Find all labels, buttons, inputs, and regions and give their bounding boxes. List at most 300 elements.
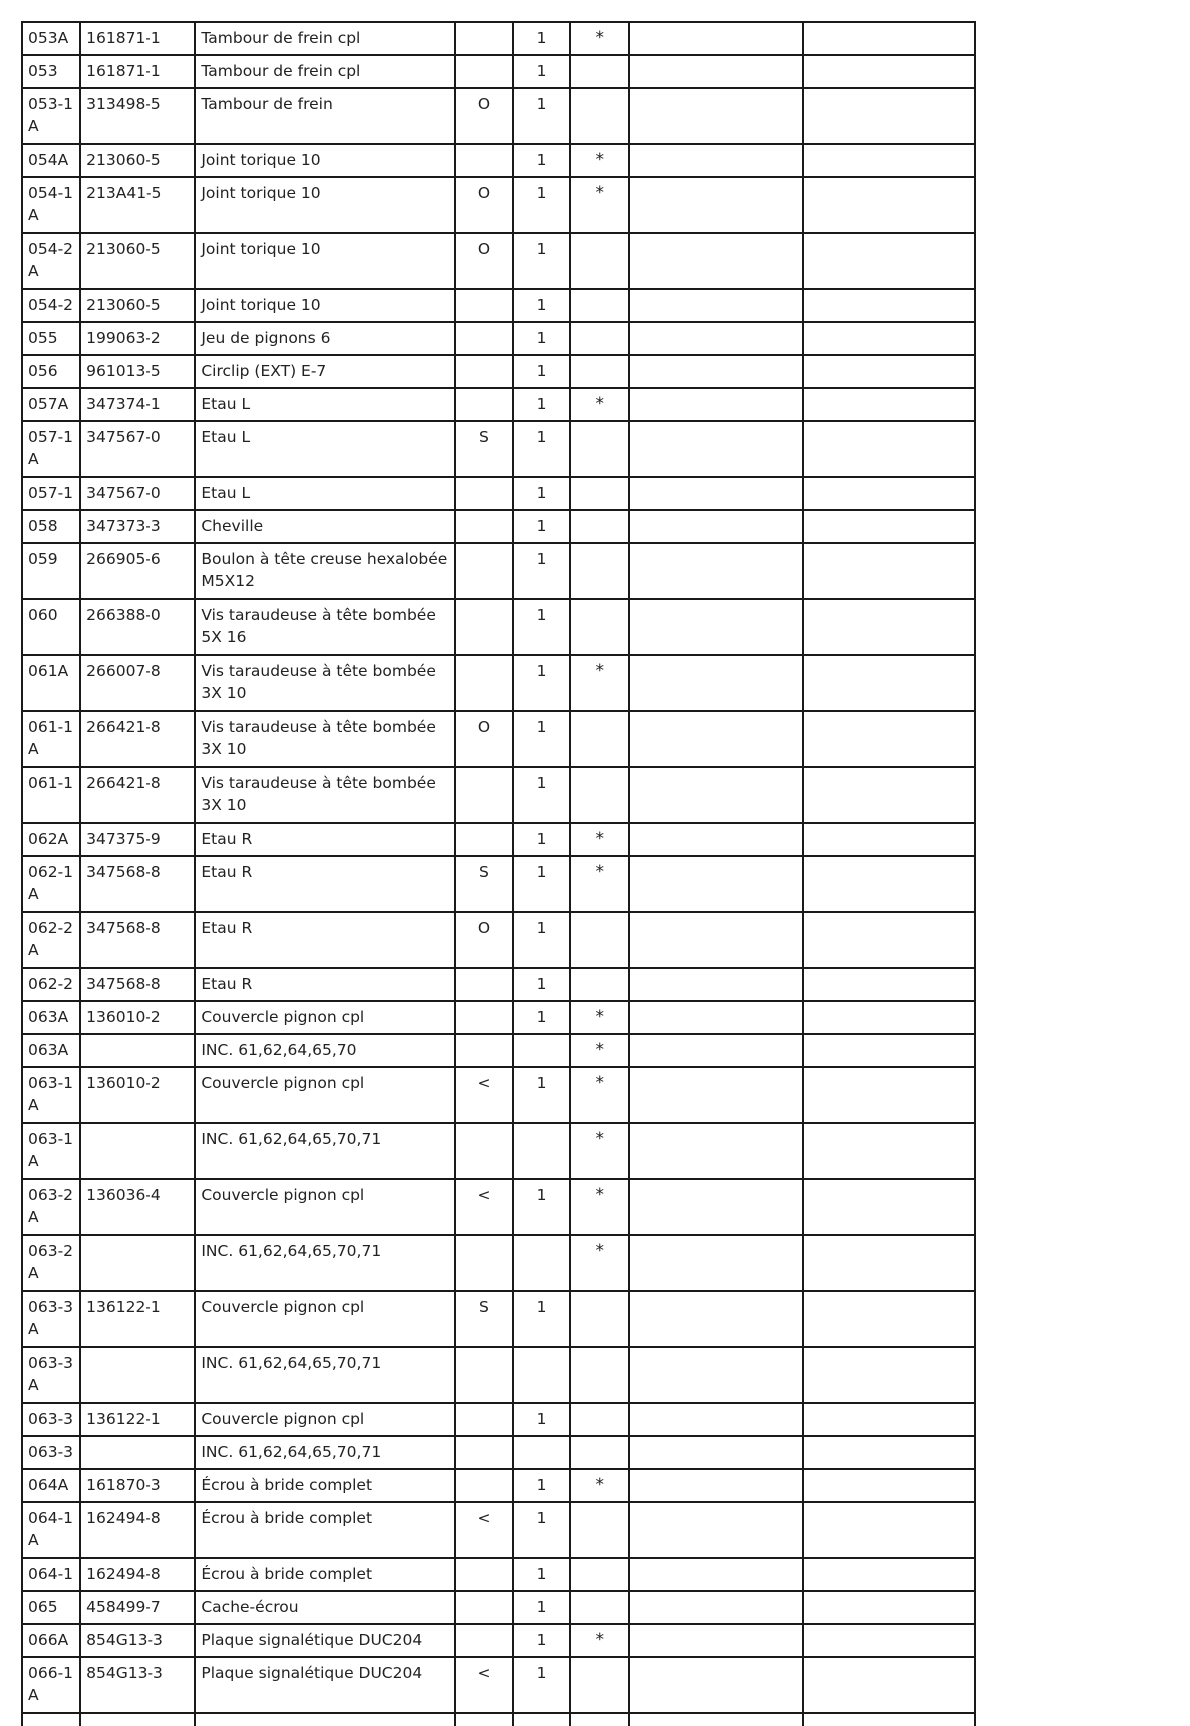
quantity-cell: 1	[513, 1502, 570, 1558]
description-cell: Etau L	[195, 388, 455, 421]
description-cell: Plaque signalétique DUC204	[195, 1624, 455, 1657]
table-row	[22, 1591, 975, 1624]
quantity-cell: 1	[513, 1179, 570, 1235]
quantity-cell	[513, 1235, 570, 1291]
blank-cell	[629, 22, 802, 55]
blank-cell	[629, 1291, 802, 1347]
ref-cell: 062-1 A	[22, 856, 80, 912]
blank-cell	[629, 289, 802, 322]
blank-cell	[629, 1067, 802, 1123]
note-cell	[570, 912, 629, 968]
ref-cell: 064A	[22, 1469, 80, 1502]
part-number-cell: 266905-6	[80, 543, 195, 599]
ref-cell: 066-1 A	[22, 1657, 80, 1713]
note-cell	[570, 711, 629, 767]
quantity-cell	[513, 1034, 570, 1067]
blank-cell	[629, 233, 802, 289]
quantity-cell: 1	[513, 144, 570, 177]
code-cell	[455, 1624, 513, 1657]
parts-table-body	[22, 22, 975, 1726]
ref-cell: 063-3 A	[22, 1347, 80, 1403]
blank-cell	[803, 22, 975, 55]
blank-cell	[803, 1291, 975, 1347]
code-cell: O	[455, 177, 513, 233]
ref-cell: 054-1 A	[22, 177, 80, 233]
blank-cell	[803, 421, 975, 477]
blank-cell	[629, 1034, 802, 1067]
note-cell	[570, 1558, 629, 1591]
blank-cell	[629, 856, 802, 912]
blank-cell	[803, 1591, 975, 1624]
blank-cell	[629, 767, 802, 823]
blank-cell	[629, 177, 802, 233]
description-cell: Joint torique 10	[195, 177, 455, 233]
blank-cell	[803, 510, 975, 543]
code-cell	[455, 655, 513, 711]
blank-cell	[803, 767, 975, 823]
quantity-cell: 1	[513, 711, 570, 767]
description-cell: Joint torique 10	[195, 233, 455, 289]
description-cell: Écrou à bride complet	[195, 1469, 455, 1502]
code-cell	[455, 1436, 513, 1469]
code-cell: S	[455, 421, 513, 477]
blank-cell	[803, 1624, 975, 1657]
quantity-cell: 1	[513, 1469, 570, 1502]
ref-cell: 054-2	[22, 289, 80, 322]
blank-cell	[803, 968, 975, 1001]
note-cell	[570, 421, 629, 477]
part-number-cell: 161871-1	[80, 55, 195, 88]
blank-cell	[629, 144, 802, 177]
table-row	[22, 421, 975, 477]
note-cell	[570, 355, 629, 388]
table-row	[22, 55, 975, 88]
part-number-cell: 161870-3	[80, 1469, 195, 1502]
description-cell: Tambour de frein cpl	[195, 55, 455, 88]
note-cell	[570, 88, 629, 144]
description-cell: Etau L	[195, 477, 455, 510]
quantity-cell: 1	[513, 355, 570, 388]
table-row	[22, 1179, 975, 1235]
table-row	[22, 289, 975, 322]
ref-cell: 064-1 A	[22, 1502, 80, 1558]
ref-cell: 053	[22, 55, 80, 88]
note-cell: *	[570, 1179, 629, 1235]
part-number-cell: 347567-0	[80, 477, 195, 510]
code-cell	[455, 1558, 513, 1591]
quantity-cell: 1	[513, 599, 570, 655]
part-number-cell: 199063-2	[80, 322, 195, 355]
description-cell: INC. 61,62,64,65,70,71	[195, 1123, 455, 1179]
blank-cell	[803, 289, 975, 322]
quantity-cell: 1	[513, 1657, 570, 1713]
code-cell	[455, 1034, 513, 1067]
code-cell	[455, 1403, 513, 1436]
ref-cell: 063-3	[22, 1403, 80, 1436]
part-number-cell	[80, 1123, 195, 1179]
blank-cell	[629, 1403, 802, 1436]
blank-cell	[803, 1347, 975, 1403]
part-number-cell: 961013-5	[80, 355, 195, 388]
description-cell: Couvercle pignon cpl	[195, 1291, 455, 1347]
quantity-cell: 1	[513, 88, 570, 144]
note-cell: *	[570, 655, 629, 711]
table-row	[22, 177, 975, 233]
quantity-cell: 1	[513, 1067, 570, 1123]
code-cell	[455, 767, 513, 823]
quantity-cell: 1	[513, 856, 570, 912]
quantity-cell: 1	[513, 1591, 570, 1624]
code-cell	[455, 1123, 513, 1179]
blank-cell	[803, 856, 975, 912]
description-cell: Écrou à bride complet	[195, 1502, 455, 1558]
part-number-cell: 162494-8	[80, 1502, 195, 1558]
part-number-cell: 266388-0	[80, 599, 195, 655]
table-row	[22, 233, 975, 289]
ref-cell: 057A	[22, 388, 80, 421]
blank-cell	[629, 510, 802, 543]
table-row	[22, 543, 975, 599]
blank-cell	[803, 912, 975, 968]
part-number-cell: 347374-1	[80, 388, 195, 421]
part-number-cell: 347568-8	[80, 856, 195, 912]
table-row	[22, 711, 975, 767]
note-cell: *	[570, 1067, 629, 1123]
quantity-cell: 1	[513, 322, 570, 355]
part-number-cell: 347567-0	[80, 421, 195, 477]
ref-cell: 066A	[22, 1624, 80, 1657]
part-number-cell: 213A41-5	[80, 177, 195, 233]
table-row	[22, 1436, 975, 1469]
note-cell	[570, 55, 629, 88]
blank-cell	[803, 1235, 975, 1291]
code-cell	[455, 355, 513, 388]
note-cell: *	[570, 1235, 629, 1291]
part-number-cell: 213060-5	[80, 144, 195, 177]
code-cell: O	[455, 233, 513, 289]
note-cell	[570, 968, 629, 1001]
blank-cell	[803, 543, 975, 599]
note-cell: *	[570, 177, 629, 233]
part-number-cell: 161871-1	[80, 22, 195, 55]
ref-cell: 063A	[22, 1034, 80, 1067]
table-row	[22, 88, 975, 144]
blank-cell	[629, 322, 802, 355]
table-row	[22, 1624, 975, 1657]
quantity-cell: 1	[513, 543, 570, 599]
description-cell: INC. 61,62,64,65,70,71	[195, 1347, 455, 1403]
code-cell	[455, 968, 513, 1001]
ref-cell: 061-1 A	[22, 711, 80, 767]
description-cell: Circlip (EXT) E-7	[195, 355, 455, 388]
blank-cell	[629, 599, 802, 655]
note-cell	[570, 1657, 629, 1713]
note-cell: *	[570, 1624, 629, 1657]
blank-cell	[803, 1001, 975, 1034]
ref-cell: 062A	[22, 823, 80, 856]
code-cell	[455, 543, 513, 599]
blank-cell	[629, 823, 802, 856]
part-number-cell	[80, 1436, 195, 1469]
note-cell	[570, 289, 629, 322]
part-number-cell: 266421-8	[80, 711, 195, 767]
quantity-cell: 1	[513, 22, 570, 55]
ref-cell: 053A	[22, 22, 80, 55]
note-cell: *	[570, 22, 629, 55]
blank-cell	[629, 543, 802, 599]
blank-cell	[629, 477, 802, 510]
table-row	[22, 1123, 975, 1179]
part-number-cell	[80, 1347, 195, 1403]
table-row	[22, 599, 975, 655]
description-cell: Jeu de pignons 6	[195, 322, 455, 355]
ref-cell: 063-2 A	[22, 1179, 80, 1235]
table-row	[22, 355, 975, 388]
part-number-cell: 313498-5	[80, 88, 195, 144]
note-cell: *	[570, 1034, 629, 1067]
description-cell: Tambour de frein	[195, 88, 455, 144]
table-row	[22, 1291, 975, 1347]
table-row	[22, 22, 975, 55]
code-cell: S	[455, 856, 513, 912]
blank-cell	[629, 1591, 802, 1624]
code-cell: O	[455, 88, 513, 144]
code-cell	[455, 1469, 513, 1502]
quantity-cell	[513, 1436, 570, 1469]
description-cell: Vis taraudeuse à tête bombée 3X 10	[195, 655, 455, 711]
table-row-continued	[22, 1713, 975, 1726]
part-number-cell: 213060-5	[80, 289, 195, 322]
ref-cell: 063-1 A	[22, 1067, 80, 1123]
blank-cell	[629, 968, 802, 1001]
note-cell	[570, 1591, 629, 1624]
part-number-cell	[80, 1034, 195, 1067]
quantity-cell: 1	[513, 477, 570, 510]
table-row	[22, 388, 975, 421]
quantity-cell: 1	[513, 233, 570, 289]
ref-cell: 058	[22, 510, 80, 543]
blank-cell	[803, 711, 975, 767]
part-number-cell: 854G13-3	[80, 1657, 195, 1713]
blank-cell	[629, 1436, 802, 1469]
code-cell: <	[455, 1179, 513, 1235]
ref-cell: 061A	[22, 655, 80, 711]
description-cell: Boulon à tête creuse hexalobée M5X12	[195, 543, 455, 599]
note-cell	[570, 767, 629, 823]
description-cell: Couvercle pignon cpl	[195, 1179, 455, 1235]
quantity-cell: 1	[513, 510, 570, 543]
quantity-cell: 1	[513, 767, 570, 823]
ref-cell: 053-1 A	[22, 88, 80, 144]
blank-cell	[803, 477, 975, 510]
code-cell	[455, 1235, 513, 1291]
ref-cell: 064-1	[22, 1558, 80, 1591]
parts-list-table	[21, 21, 976, 1726]
blank-cell	[629, 88, 802, 144]
blank-cell	[803, 1436, 975, 1469]
description-cell: Couvercle pignon cpl	[195, 1067, 455, 1123]
table-row	[22, 1502, 975, 1558]
note-cell: *	[570, 856, 629, 912]
blank-cell	[629, 355, 802, 388]
blank-cell	[629, 1469, 802, 1502]
note-cell	[570, 1403, 629, 1436]
part-number-cell	[80, 1235, 195, 1291]
description-cell: Couvercle pignon cpl	[195, 1001, 455, 1034]
note-cell	[570, 322, 629, 355]
blank-cell	[803, 1558, 975, 1591]
note-cell	[570, 599, 629, 655]
part-number-cell: 136010-2	[80, 1067, 195, 1123]
blank-cell	[803, 1179, 975, 1235]
description-cell: Plaque signalétique DUC204	[195, 1657, 455, 1713]
code-cell: <	[455, 1067, 513, 1123]
part-number-cell: 347568-8	[80, 968, 195, 1001]
description-cell: Tambour de frein cpl	[195, 22, 455, 55]
quantity-cell: 1	[513, 1624, 570, 1657]
ref-cell: 060	[22, 599, 80, 655]
ref-cell: 061-1	[22, 767, 80, 823]
table-row	[22, 1657, 975, 1713]
code-cell: O	[455, 711, 513, 767]
quantity-cell: 1	[513, 177, 570, 233]
note-cell	[570, 1291, 629, 1347]
description-cell: INC. 61,62,64,65,70,71	[195, 1235, 455, 1291]
description-cell: Joint torique 10	[195, 289, 455, 322]
blank-cell	[803, 1403, 975, 1436]
code-cell	[455, 55, 513, 88]
description-cell: Etau R	[195, 912, 455, 968]
ref-cell: 056	[22, 355, 80, 388]
blank-cell	[803, 88, 975, 144]
blank-cell	[803, 233, 975, 289]
table-row	[22, 1558, 975, 1591]
description-cell: Cache-écrou	[195, 1591, 455, 1624]
quantity-cell: 1	[513, 289, 570, 322]
blank-cell	[803, 655, 975, 711]
blank-cell	[803, 1123, 975, 1179]
table-row	[22, 510, 975, 543]
part-number-cell: 266421-8	[80, 767, 195, 823]
description-cell: Vis taraudeuse à tête bombée 3X 10	[195, 711, 455, 767]
note-cell	[570, 543, 629, 599]
blank-cell	[803, 1657, 975, 1713]
description-cell: Vis taraudeuse à tête bombée 5X 16	[195, 599, 455, 655]
table-row	[22, 968, 975, 1001]
ref-cell: 054A	[22, 144, 80, 177]
code-cell	[455, 22, 513, 55]
note-cell	[570, 233, 629, 289]
note-cell: *	[570, 144, 629, 177]
quantity-cell: 1	[513, 1558, 570, 1591]
blank-cell	[803, 1034, 975, 1067]
description-cell: Etau R	[195, 968, 455, 1001]
part-number-cell: 266007-8	[80, 655, 195, 711]
quantity-cell: 1	[513, 968, 570, 1001]
ref-cell: 059	[22, 543, 80, 599]
table-row	[22, 767, 975, 823]
blank-cell	[629, 55, 802, 88]
part-number-cell: 162494-8	[80, 1558, 195, 1591]
table-row	[22, 322, 975, 355]
quantity-cell: 1	[513, 1001, 570, 1034]
blank-cell	[803, 322, 975, 355]
part-number-cell: 458499-7	[80, 1591, 195, 1624]
blank-cell	[803, 55, 975, 88]
description-cell: INC. 61,62,64,65,70,71	[195, 1436, 455, 1469]
code-cell	[455, 477, 513, 510]
code-cell	[455, 1001, 513, 1034]
note-cell	[570, 510, 629, 543]
ref-cell: 065	[22, 1591, 80, 1624]
ref-cell: 055	[22, 322, 80, 355]
description-cell: Etau R	[195, 823, 455, 856]
table-row	[22, 1067, 975, 1123]
code-cell	[455, 823, 513, 856]
quantity-cell: 1	[513, 655, 570, 711]
code-cell: S	[455, 1291, 513, 1347]
part-number-cell: 213060-5	[80, 233, 195, 289]
code-cell	[455, 1347, 513, 1403]
note-cell	[570, 1347, 629, 1403]
table-row	[22, 1347, 975, 1403]
quantity-cell: 1	[513, 421, 570, 477]
table-row	[22, 1469, 975, 1502]
quantity-cell: 1	[513, 55, 570, 88]
code-cell	[455, 388, 513, 421]
table-row	[22, 1034, 975, 1067]
code-cell: <	[455, 1657, 513, 1713]
ref-cell: 063-1 A	[22, 1123, 80, 1179]
quantity-cell	[513, 1123, 570, 1179]
code-cell	[455, 322, 513, 355]
blank-cell	[629, 1502, 802, 1558]
ref-cell: 062-2	[22, 968, 80, 1001]
blank-cell	[629, 1123, 802, 1179]
quantity-cell: 1	[513, 388, 570, 421]
ref-cell: 054-2 A	[22, 233, 80, 289]
code-cell: <	[455, 1502, 513, 1558]
description-cell: Etau R	[195, 856, 455, 912]
code-cell	[455, 1591, 513, 1624]
note-cell: *	[570, 1123, 629, 1179]
blank-cell	[629, 1235, 802, 1291]
note-cell: *	[570, 823, 629, 856]
blank-cell	[803, 355, 975, 388]
ref-cell: 057-1	[22, 477, 80, 510]
blank-cell	[629, 1001, 802, 1034]
blank-cell	[629, 912, 802, 968]
part-number-cell: 136122-1	[80, 1403, 195, 1436]
note-cell: *	[570, 1001, 629, 1034]
description-cell: Écrou à bride complet	[195, 1558, 455, 1591]
description-cell: Joint torique 10	[195, 144, 455, 177]
part-number-cell: 347373-3	[80, 510, 195, 543]
blank-cell	[803, 388, 975, 421]
ref-cell: 063-3 A	[22, 1291, 80, 1347]
blank-cell	[629, 1347, 802, 1403]
table-row	[22, 912, 975, 968]
table-row	[22, 144, 975, 177]
table-row	[22, 1001, 975, 1034]
note-cell: *	[570, 1469, 629, 1502]
description-cell: Cheville	[195, 510, 455, 543]
part-number-cell: 136010-2	[80, 1001, 195, 1034]
ref-cell: 063A	[22, 1001, 80, 1034]
quantity-cell: 1	[513, 912, 570, 968]
part-number-cell: 854G13-3	[80, 1624, 195, 1657]
ref-cell: 063-3	[22, 1436, 80, 1469]
